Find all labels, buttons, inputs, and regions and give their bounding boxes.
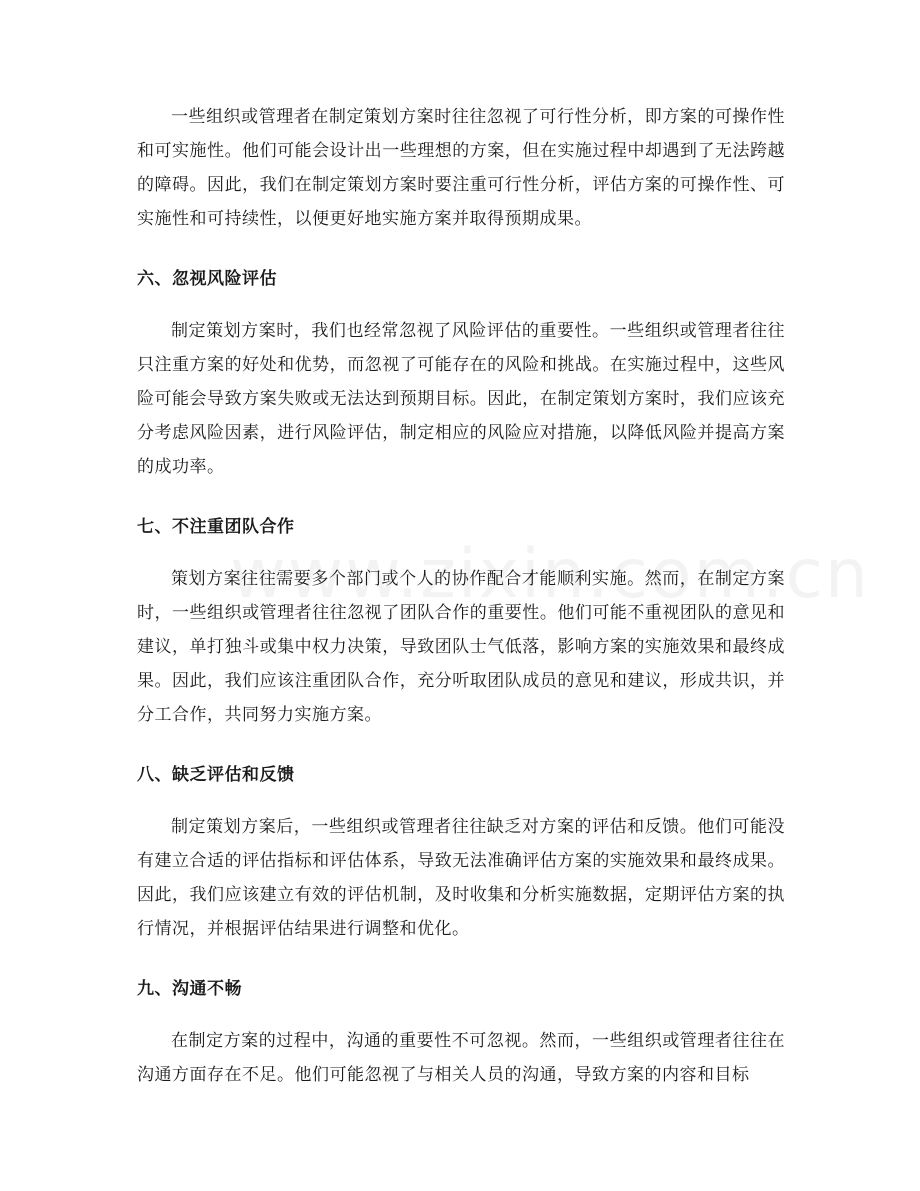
- heading-evaluation-feedback: 八、缺乏评估和反馈: [137, 765, 295, 785]
- paragraph-evaluation-feedback: 制定策划方案后，一些组织或管理者往往缺乏对方案的评估和反馈。他们可能没有建立合适的评估指标和评估体系，导致无法准确评估方案的实施效果和最终成果。因此，我们应该建立有效的评估机制，及时收集和分析实施数据，定期评估方案的执行情况，并根据评估结果进行调整和优化。: [137, 817, 785, 939]
- heading-teamwork: 七、不注重团队合作: [137, 517, 295, 537]
- paragraph-risk-assessment: 制定策划方案时，我们也经常忽视了风险评估的重要性。一些组织或管理者往往只注重方案的好处和优势，而忽视了可能存在的风险和挑战。在实施过程中，这些风险可能会导致方案失败或无法达到预期目标。因此，在制定策划方案时，我们应该充分考虑风险因素，进行风险评估，制定相应的风险应对措施，以降低风险并提高方案的成功率。: [137, 321, 785, 477]
- heading-risk-assessment: 六、忽视风险评估: [137, 269, 277, 289]
- paragraph-feasibility: 一些组织或管理者在制定策划方案时往往忽视了可行性分析，即方案的可操作性和可实施性。他们可能会设计出一些理想的方案，但在实施过程中却遇到了无法跨越的障碍。因此，我们在制定策划方案时要注重可行性分析，评估方案的可操作性、可实施性和可持续性，以便更好地实施方案并取得预期成果。: [137, 107, 785, 229]
- heading-communication: 九、沟通不畅: [137, 979, 242, 999]
- paragraph-teamwork: 策划方案往往需要多个部门或个人的协作配合才能顺利实施。然而，在制定方案时，一些组织或管理者往往忽视了团队合作的重要性。他们可能不重视团队的意见和建议，单打独斗或集中权力决策，导致团队士气低落，影响方案的实施效果和最终成果。因此，我们应该注重团队合作，充分听取团队成员的意见和建议，形成共识，并分工合作，共同努力实施方案。: [137, 569, 785, 725]
- paragraph-communication: 在制定方案的过程中，沟通的重要性不可忽视。然而，一些组织或管理者往往在沟通方面存在不足。他们可能忽视了与相关人员的沟通，导致方案的内容和目标: [137, 1031, 785, 1085]
- document-body: [137, 100, 785, 1092]
